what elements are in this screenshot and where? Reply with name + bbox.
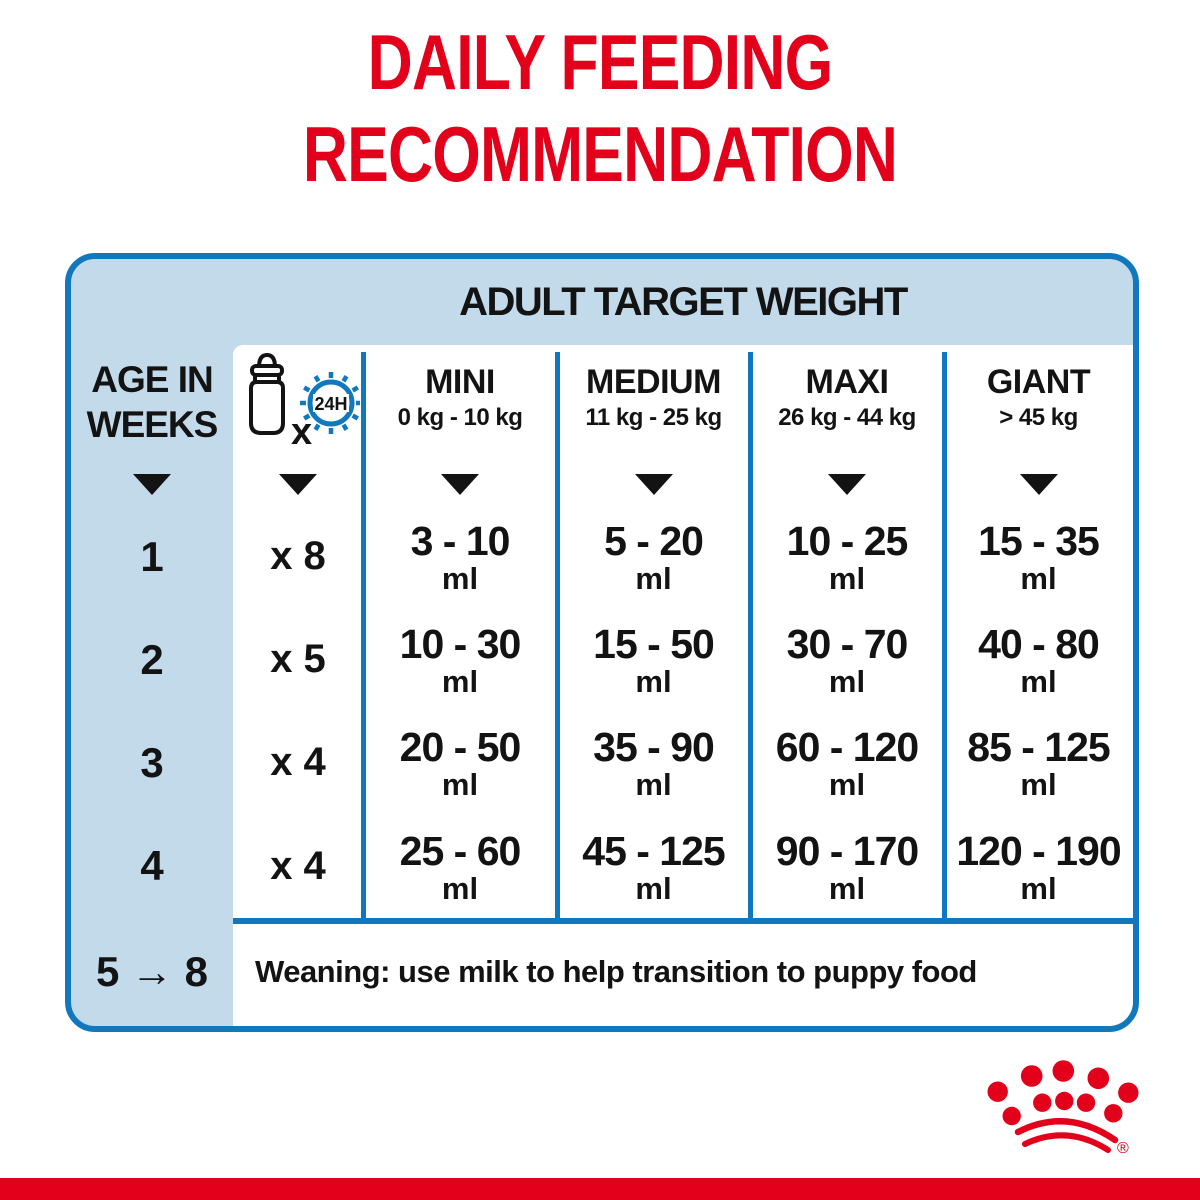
ml-range: 25 - 60 xyxy=(399,827,521,874)
column-header-giant xyxy=(944,345,1133,505)
down-triangle-icon xyxy=(635,474,673,495)
column-name: MEDIUM xyxy=(586,363,721,401)
weaning-note: Weaning: use milk to help transition to puppy food xyxy=(255,954,977,989)
bottle-and-clock-icon xyxy=(236,351,360,451)
feeds-multiplier: x 5 xyxy=(270,637,326,681)
clock-24h-label: 24H xyxy=(314,394,348,414)
down-triangle-icon xyxy=(133,474,171,495)
feeding-table xyxy=(65,253,1139,1032)
column-name: MINI xyxy=(425,363,495,401)
feeds-per-day-header xyxy=(233,345,363,505)
down-triangle-icon xyxy=(441,474,479,495)
column-name: MAXI xyxy=(805,363,889,401)
unit-label: ml xyxy=(635,561,672,596)
value-cell-giant-week1 xyxy=(944,505,1133,608)
ml-range: 60 - 120 xyxy=(775,724,919,770)
value-cell-giant-week4 xyxy=(944,814,1133,918)
unit-label: ml xyxy=(828,767,866,802)
adult-target-weight-header: ADULT TARGET WEIGHT xyxy=(459,279,907,324)
unit-label: ml xyxy=(441,561,479,596)
value-cell-medium-week2 xyxy=(557,608,750,711)
unit-label: ml xyxy=(828,664,866,699)
ml-range: 90 - 170 xyxy=(775,827,919,874)
value-cell-giant-week2 xyxy=(944,608,1133,711)
title-line-2: RECOMMENDATION xyxy=(302,110,898,198)
unit-label: ml xyxy=(1020,767,1057,802)
ml-range: 5 - 20 xyxy=(604,518,703,564)
value-cell-mini-week3 xyxy=(363,711,557,814)
unit-label: ml xyxy=(828,870,866,906)
down-triangle-icon xyxy=(828,474,866,495)
royal-canin-crown-logo xyxy=(985,1060,1155,1170)
column-weight-range: > 45 kg xyxy=(999,404,1078,431)
unit-label: ml xyxy=(635,870,672,906)
ml-range: 30 - 70 xyxy=(786,621,908,667)
column-header-mini xyxy=(363,345,557,505)
down-triangle-icon xyxy=(279,474,317,495)
week-number: 3 xyxy=(140,738,164,786)
ml-range: 15 - 50 xyxy=(593,621,714,667)
week-number: 1 xyxy=(140,532,164,580)
title-line-1: DAILY FEEDING xyxy=(367,18,833,106)
unit-label: ml xyxy=(635,664,672,699)
ml-range: 35 - 90 xyxy=(593,724,714,770)
column-name: GIANT xyxy=(986,363,1091,401)
baby-bottle-icon xyxy=(251,355,283,433)
down-triangle-icon xyxy=(1020,474,1058,495)
bottom-red-bar xyxy=(0,1178,1200,1200)
value-cell-maxi-week1 xyxy=(750,505,944,608)
feeds-multiplier: x 4 xyxy=(270,740,326,784)
value-cell-medium-week1 xyxy=(557,505,750,608)
ml-range: 20 - 50 xyxy=(399,724,521,770)
registered-trademark-symbol: ® xyxy=(1117,1140,1129,1157)
ml-range: 10 - 30 xyxy=(399,621,521,667)
value-cell-maxi-week2 xyxy=(750,608,944,711)
value-cell-mini-week2 xyxy=(363,608,557,711)
multiplier-x-label: x xyxy=(291,411,313,451)
unit-label: ml xyxy=(1020,870,1057,906)
ml-range: 3 - 10 xyxy=(410,518,510,564)
value-cell-medium-week4 xyxy=(557,814,750,918)
unit-label: ml xyxy=(1020,561,1057,596)
feeds-multiplier: x 8 xyxy=(270,534,326,578)
value-cell-giant-week3 xyxy=(944,711,1133,814)
page-title xyxy=(0,16,1200,200)
value-cell-medium-week3 xyxy=(557,711,750,814)
unit-label: ml xyxy=(441,767,479,802)
column-weight-range: 0 kg - 10 kg xyxy=(397,404,523,431)
value-cell-maxi-week4 xyxy=(750,814,944,918)
column-header-medium xyxy=(557,345,750,505)
week-number: 2 xyxy=(140,635,164,683)
age-label-line-2: WEEKS xyxy=(86,404,218,445)
week-number: 4 xyxy=(140,842,164,889)
column-weight-range: 11 kg - 25 kg xyxy=(585,404,722,431)
age-in-weeks-header xyxy=(71,345,233,505)
value-cell-maxi-week3 xyxy=(750,711,944,814)
ml-range: 120 - 190 xyxy=(956,827,1121,874)
weaning-weeks-range: 5 → 8 xyxy=(95,948,209,995)
ml-range: 40 - 80 xyxy=(978,621,1099,667)
ml-range: 15 - 35 xyxy=(978,518,1099,564)
unit-label: ml xyxy=(1020,664,1057,699)
age-label-line-1: AGE IN xyxy=(91,359,213,400)
unit-label: ml xyxy=(828,561,866,596)
column-header-maxi xyxy=(750,345,944,505)
unit-label: ml xyxy=(441,664,479,699)
column-weight-range: 26 kg - 44 kg xyxy=(778,404,916,431)
unit-label: ml xyxy=(441,870,479,906)
ml-range: 10 - 25 xyxy=(786,518,908,564)
ml-range: 85 - 125 xyxy=(967,724,1110,770)
ml-range: 45 - 125 xyxy=(582,827,725,874)
unit-label: ml xyxy=(635,767,672,802)
feeds-multiplier: x 4 xyxy=(270,843,326,888)
value-cell-mini-week4 xyxy=(363,814,557,918)
value-cell-mini-week1 xyxy=(363,505,557,608)
